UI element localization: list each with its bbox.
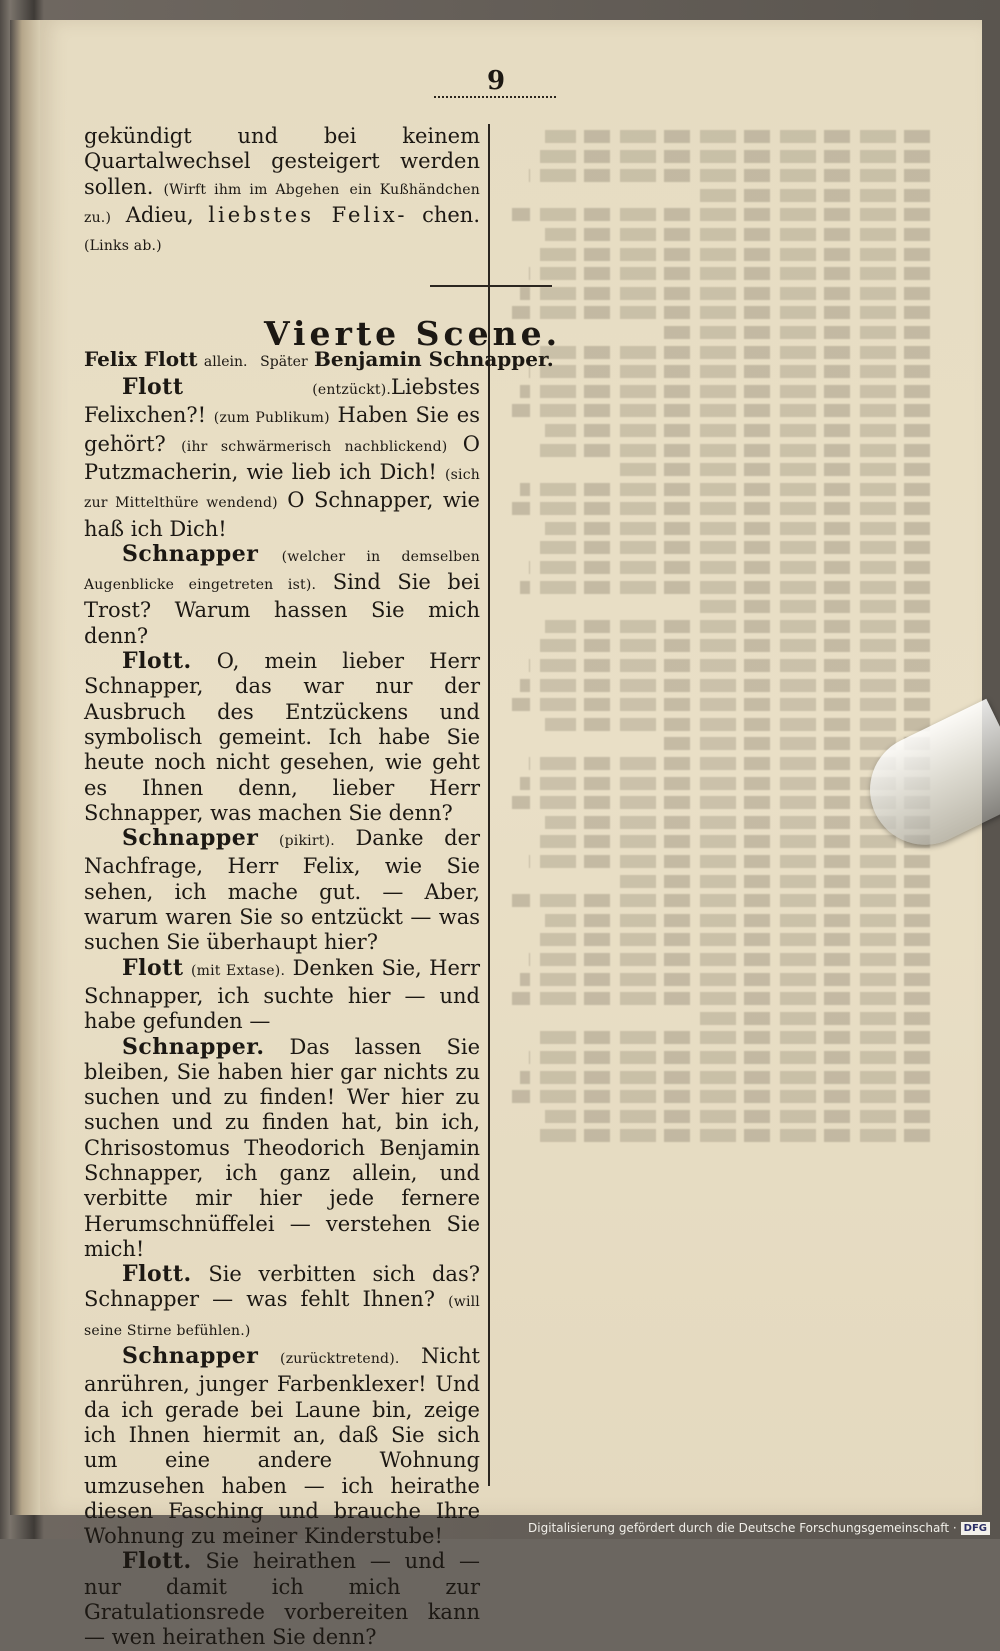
footer-credit — [528, 1521, 990, 1535]
stage-direction: (welcher in demselben Augenblicke eingetreten ist). — [84, 549, 480, 593]
bleed-line — [529, 365, 930, 378]
speaker-name: Flott. — [122, 648, 192, 674]
speech-text: Sind Sie bei Trost? Warum hassen Sie mich denn? — [84, 570, 480, 648]
speech — [84, 375, 480, 542]
bleed-line — [512, 992, 930, 1005]
page-number-rule — [434, 96, 556, 98]
bleed-line — [512, 306, 930, 319]
speech — [84, 956, 480, 1035]
stage-direction: (pikirt). — [279, 833, 335, 849]
bleed-line — [512, 698, 930, 711]
bleed-line — [520, 385, 930, 398]
speech-text: O, mein lieber Herr Schnapper, das war nur der Ausbruch des Entzückens und symbolisch gemeint. Ich habe Sie heute noch nicht gesehen, wie geht es Ihnen denn, lieber Herr Schnapper, was machen Sie denn? — [84, 649, 480, 825]
bleed-line — [545, 914, 930, 927]
speech-text: Nicht anrühren, junger Farbenklexer! Und da ich gerade bei Laune bin, zeige ich Ihnen hiermit an, daß Sie sich um eine andere Wohnung umzusehen haben — ich heirathe diesen Fasching und brauche Ihre Wohnung zu meiner Kinderstube! — [84, 1344, 480, 1548]
speech — [84, 1035, 480, 1263]
bleed-line — [529, 757, 930, 770]
stage-direction: (zum Publikum) — [214, 410, 330, 426]
speaker-name: Flott. — [122, 1548, 192, 1574]
bleed-line — [658, 326, 930, 339]
bleed-line — [537, 444, 930, 457]
stage-direction: (entzückt). — [312, 382, 391, 398]
speech — [84, 1344, 480, 1549]
speech-text: Sie verbitten sich das? Schnapper — was fehlt Ihnen? — [84, 1262, 480, 1311]
speech — [84, 649, 480, 826]
speaker-name: Flott. — [122, 1261, 192, 1287]
bleed-line — [537, 835, 930, 848]
speech-text: Liebstes Felixchen?! — [84, 375, 480, 427]
bleed-line — [537, 248, 930, 261]
left-column-text — [84, 124, 480, 1651]
footer-text: Digitalisierung gefördert durch die Deutsche Forschungsgemeinschaft · — [528, 1521, 957, 1535]
cast-line: Felix Flott allein. Später Benjamin Schnapper. — [84, 347, 480, 375]
bleed-line — [512, 1090, 930, 1103]
speech-text: O Schnapper, wie haß ich Dich! — [84, 488, 480, 540]
bleed-line — [537, 150, 930, 163]
bleed-line — [520, 679, 930, 692]
stage-direction: (zurücktretend). — [280, 1351, 400, 1367]
bleed-line — [537, 1129, 930, 1142]
bleed-line — [529, 659, 930, 672]
speaker-name: Flott — [122, 955, 183, 981]
dfg-logo: DFG — [961, 1522, 990, 1535]
speech — [84, 1549, 480, 1650]
bleed-line — [520, 777, 930, 790]
bleed-line — [529, 267, 930, 280]
bleed-line — [700, 1012, 930, 1025]
page-number: 9 — [486, 66, 506, 96]
bleed-line — [545, 1110, 930, 1123]
speech-text: Das lassen Sie bleiben, Sie haben hier gar nichts zu suchen und zu finden! Wer hier zu suchen und zu finden hat, bin ich, Chrisostomus Theodorich Benjamin Schnapper, ich ganz allein, und verbitte mir hier jede fernere Herumschnüffelei — verstehen Sie mich! — [84, 1035, 480, 1261]
bleed-line — [512, 502, 930, 515]
book-spine-edge — [10, 20, 40, 1515]
speech — [84, 542, 480, 649]
bleed-line — [512, 404, 930, 417]
bleed-line — [512, 894, 930, 907]
bleed-line — [545, 130, 930, 143]
bleed-line — [545, 522, 930, 535]
scene-title: Vierte Scene. — [84, 321, 480, 346]
speaker-name: Schnapper — [122, 1343, 258, 1369]
bleed-line — [537, 346, 930, 359]
speech-text: O Putzmacherin, wie lieb ich Dich! — [84, 432, 480, 484]
stage-direction: (mit Extase). — [191, 963, 285, 979]
bleed-line — [520, 287, 930, 300]
top-fragment: gekündigt und bei keinem Quartalwechsel gesteigert werden sollen. (Wirft ihm im Abgehen ein Kußhändchen zu.) Adieu, liebstes Felix- chen. (Links ab.) — [84, 124, 480, 259]
bleed-line — [529, 1051, 930, 1064]
bleed-line — [617, 875, 931, 888]
bleed-line — [545, 816, 930, 829]
stage-direction: (ihr schwärmerisch nachblickend) — [181, 439, 447, 455]
stage-direction: (will seine Stirne befühlen.) — [84, 1294, 480, 1338]
bleed-line — [545, 228, 930, 241]
speech — [84, 1262, 480, 1344]
bleed-line — [529, 169, 930, 182]
bleed-line — [545, 620, 930, 633]
bleed-line — [529, 953, 930, 966]
bleed-line — [537, 541, 930, 554]
speech — [84, 826, 480, 955]
speech-text: Danke der Nachfrage, Herr Felix, wie Sie sehen, ich mache gut. — Aber, warum waren Sie so entzückt — was suchen Sie überhaupt hier? — [84, 826, 480, 954]
speech-text: Denken Sie, Herr Schnapper, ich suchte hier — und habe gefunden — — [84, 956, 480, 1034]
bleed-through-text — [512, 124, 930, 1454]
speech-text: Haben Sie es gehört? — [84, 403, 480, 455]
bleed-line — [529, 561, 930, 574]
bleed-line — [617, 463, 931, 476]
bleed-line — [537, 1031, 930, 1044]
bleed-line — [529, 855, 930, 868]
speaker-name: Flott — [122, 374, 183, 400]
bleed-line — [520, 973, 930, 986]
speaker-name: Schnapper. — [122, 1034, 265, 1060]
bleed-line — [537, 933, 930, 946]
bleed-line — [512, 208, 930, 221]
speech-text: Sie heirathen — und — nur damit ich mich zur Gratulationsrede vorbereiten kann — wen heirathen Sie denn? — [84, 1549, 480, 1649]
bleed-line — [545, 718, 930, 731]
bleed-line — [520, 483, 930, 496]
dialogue — [84, 375, 480, 1651]
bleed-line — [537, 639, 930, 652]
speaker-name: Schnapper — [122, 541, 258, 567]
bleed-line — [520, 581, 930, 594]
bleed-line — [545, 424, 930, 437]
stage-direction: (sich zur Mittelthüre wendend) — [84, 467, 480, 511]
bleed-line — [700, 600, 930, 613]
speaker-name: Schnapper — [122, 825, 258, 851]
bleed-line — [520, 1071, 930, 1084]
bleed-line — [700, 189, 930, 202]
bleed-line — [512, 796, 930, 809]
